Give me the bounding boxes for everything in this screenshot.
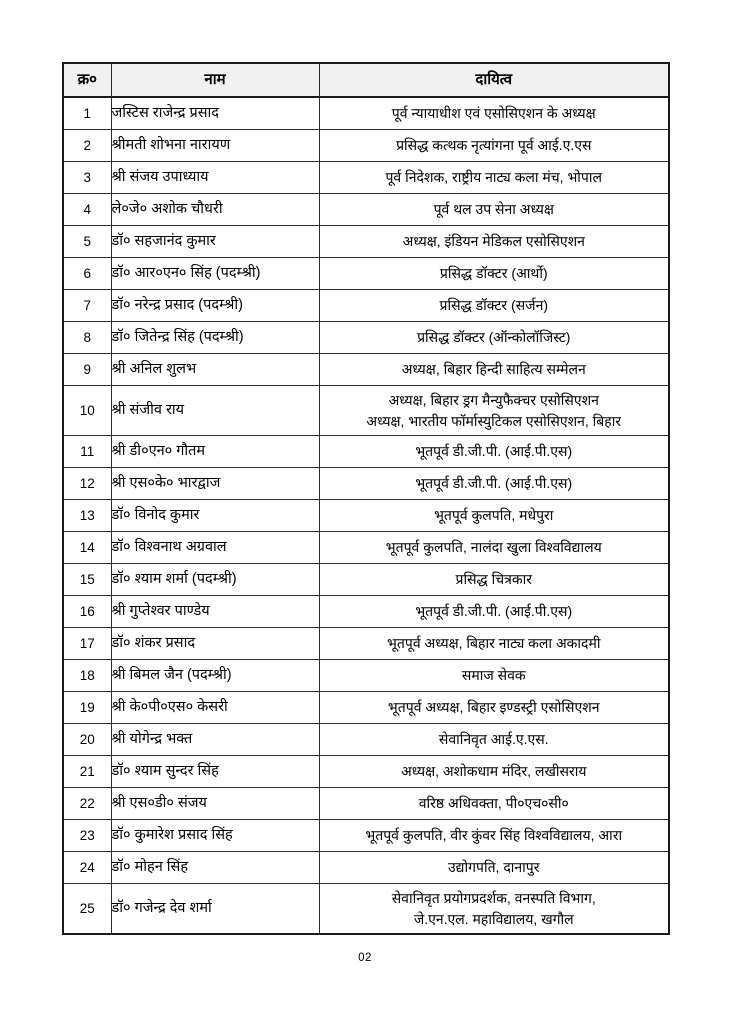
cell-duty [319, 628, 669, 660]
table-row [63, 756, 669, 788]
cell-duty-line: भूतपूर्व डी.जी.पी. (आई.पी.एस) [415, 475, 573, 492]
cell-duty-line: भूतपूर्व कुलपति, नालंदा खुला विश्वविद्यालय [385, 539, 602, 556]
cell-duty [319, 532, 669, 564]
cell-name: डॉ० श्याम सुन्दर सिंह [111, 756, 319, 788]
cell-name: श्री संजीव राय [111, 386, 319, 436]
cell-duty [319, 468, 669, 500]
table-row [63, 724, 669, 756]
cell-duty-line: प्रसिद्ध कत्थक नृत्यांगना पूर्व आई.ए.एस [396, 137, 592, 154]
cell-serial: 1 [63, 97, 111, 130]
table-header [63, 63, 669, 97]
cell-duty [319, 660, 669, 692]
cell-name: डॉ० गजेन्द्र देव शर्मा [111, 884, 319, 935]
table-row [63, 788, 669, 820]
cell-duty-line: पूर्व न्यायाधीश एवं एसोसिएशन के अध्यक्ष [391, 105, 596, 122]
cell-duty-line: उद्योगपति, दानापुर [448, 859, 540, 876]
cell-name: डॉ० विनोद कुमार [111, 500, 319, 532]
cell-duty [319, 564, 669, 596]
cell-name: डॉ० मोहन सिंह [111, 852, 319, 884]
cell-duty-line: सेवानिवृत प्रयोगप्रदर्शक, वनस्पति विभाग, [391, 890, 596, 907]
cell-name: डॉ० सहजानंद कुमार [111, 226, 319, 258]
cell-duty-line: प्रसिद्ध डॉक्टर (आर्थो) [439, 265, 548, 282]
table-row [63, 290, 669, 322]
cell-name: श्रीमती शोभना नारायण [111, 130, 319, 162]
cell-name: श्री के०पी०एस० केसरी [111, 692, 319, 724]
cell-serial: 20 [63, 724, 111, 756]
cell-name: डॉ० नरेन्द्र प्रसाद (पदम्श्री) [111, 290, 319, 322]
cell-serial: 13 [63, 500, 111, 532]
cell-name: श्री एस०डी० संजय [111, 788, 319, 820]
cell-duty-line: जे.एन.एल. महाविद्यालय, खगौल [413, 910, 574, 927]
cell-serial: 11 [63, 436, 111, 468]
cell-duty [319, 820, 669, 852]
table-row [63, 130, 669, 162]
cell-duty-line: सेवानिवृत आई.ए.एस. [438, 731, 549, 748]
cell-serial: 23 [63, 820, 111, 852]
cell-name: श्री बिमल जैन (पदम्श्री) [111, 660, 319, 692]
cell-duty [319, 852, 669, 884]
cell-duty-line: भूतपूर्व डी.जी.पी. (आई.पी.एस) [415, 603, 573, 620]
table-row [63, 194, 669, 226]
table-row [63, 500, 669, 532]
cell-duty-line: भूतपूर्व डी.जी.पी. (आई.पी.एस) [415, 443, 573, 460]
page-number: 02 [358, 952, 372, 964]
cell-duty-line: पूर्व थल उप सेना अध्यक्ष [433, 201, 554, 218]
table-row [63, 386, 669, 436]
cell-serial: 9 [63, 354, 111, 386]
cell-duty-line: प्रसिद्ध डॉक्टर (सर्जन) [439, 297, 548, 314]
table-header-row [63, 63, 669, 97]
table-row [63, 596, 669, 628]
table-row [63, 162, 669, 194]
cell-name: श्री अनिल शुलभ [111, 354, 319, 386]
cell-name: श्री डी०एन० गौतम [111, 436, 319, 468]
cell-duty [319, 322, 669, 354]
cell-duty [319, 596, 669, 628]
members-table [62, 62, 670, 935]
cell-serial: 5 [63, 226, 111, 258]
cell-serial: 18 [63, 660, 111, 692]
cell-duty [319, 226, 669, 258]
table-row [63, 97, 669, 130]
cell-serial: 22 [63, 788, 111, 820]
table-row [63, 322, 669, 354]
cell-serial: 21 [63, 756, 111, 788]
cell-duty [319, 354, 669, 386]
cell-duty-line: अध्यक्ष, बिहार हिन्दी साहित्य सम्मेलन [401, 361, 586, 378]
cell-duty [319, 724, 669, 756]
cell-duty-line: भूतपूर्व अध्यक्ष, बिहार इण्डस्ट्री एसोसिएशन [387, 699, 600, 716]
cell-duty-line: वरिष्ठ अधिवक्ता, पी०एच०सी० [418, 795, 569, 812]
cell-serial: 14 [63, 532, 111, 564]
cell-name: श्री एस०के० भारद्वाज [111, 468, 319, 500]
column-header-duty: दायित्व [319, 63, 669, 97]
cell-serial: 19 [63, 692, 111, 724]
cell-duty [319, 788, 669, 820]
cell-name: डॉ० शंकर प्रसाद [111, 628, 319, 660]
cell-duty-line: अध्यक्ष, बिहार ड्रग मैन्युफैक्चर एसोसिएशन [388, 392, 599, 409]
cell-serial: 10 [63, 386, 111, 436]
cell-duty-line: प्रसिद्ध डॉक्टर (ऑन्कोलॉजिस्ट) [417, 329, 571, 346]
cell-serial: 3 [63, 162, 111, 194]
cell-duty [319, 258, 669, 290]
cell-duty-line: प्रसिद्ध चित्रकार [455, 571, 532, 588]
table-row [63, 532, 669, 564]
cell-duty-line: भूतपूर्व अध्यक्ष, बिहार नाट्य कला अकादमी [387, 635, 601, 652]
cell-serial: 12 [63, 468, 111, 500]
cell-serial: 24 [63, 852, 111, 884]
table-row [63, 628, 669, 660]
cell-duty [319, 884, 669, 935]
cell-name: डॉ० जितेन्द्र सिंह (पदम्श्री) [111, 322, 319, 354]
cell-duty-line: समाज सेवक [461, 667, 526, 684]
cell-serial: 7 [63, 290, 111, 322]
cell-name: डॉ० विश्वनाथ अग्रवाल [111, 532, 319, 564]
cell-serial: 15 [63, 564, 111, 596]
cell-duty [319, 386, 669, 436]
cell-name: श्री योगेन्द्र भक्त [111, 724, 319, 756]
table-row [63, 884, 669, 935]
cell-duty-line: अध्यक्ष, अशोकधाम मंदिर, लखीसराय [401, 763, 587, 780]
cell-duty [319, 97, 669, 130]
cell-duty [319, 194, 669, 226]
cell-serial: 17 [63, 628, 111, 660]
cell-duty [319, 692, 669, 724]
column-header-name: नाम [111, 63, 319, 97]
cell-duty [319, 756, 669, 788]
table-row [63, 226, 669, 258]
table-row [63, 852, 669, 884]
cell-duty-line: भूतपूर्व कुलपति, मधेपुरा [434, 507, 554, 524]
cell-duty [319, 162, 669, 194]
cell-serial: 25 [63, 884, 111, 935]
cell-name: डॉ० आर०एन० सिंह (पदम्श्री) [111, 258, 319, 290]
cell-name: डॉ० श्याम शर्मा (पदम्श्री) [111, 564, 319, 596]
cell-duty-line: पूर्व निदेशक, राष्ट्रीय नाट्य कला मंच, भोपाल [385, 169, 602, 186]
table-row [63, 820, 669, 852]
cell-name: डॉ० कुमारेश प्रसाद सिंह [111, 820, 319, 852]
cell-serial: 4 [63, 194, 111, 226]
cell-name: श्री संजय उपाध्याय [111, 162, 319, 194]
table-row [63, 436, 669, 468]
cell-duty-line: अध्यक्ष, इंडियन मेडिकल एसोसिएशन [402, 233, 585, 250]
cell-serial: 8 [63, 322, 111, 354]
column-header-serial: क्र० [63, 63, 111, 97]
cell-serial: 16 [63, 596, 111, 628]
cell-duty [319, 500, 669, 532]
cell-duty-line: अध्यक्ष, भारतीय फॉर्मास्युटिकल एसोसिएशन, बिहार [366, 412, 622, 429]
cell-duty [319, 290, 669, 322]
table-row [63, 692, 669, 724]
cell-duty-line: भूतपूर्व कुलपति, वीर कुंवर सिंह विश्वविद्यालय, आरा [365, 827, 623, 844]
table-body [63, 97, 669, 934]
table-row [63, 468, 669, 500]
table-row [63, 258, 669, 290]
cell-duty [319, 130, 669, 162]
cell-serial: 2 [63, 130, 111, 162]
table-row [63, 660, 669, 692]
table-row [63, 354, 669, 386]
cell-name: श्री गुप्तेश्वर पाण्डेय [111, 596, 319, 628]
cell-serial: 6 [63, 258, 111, 290]
cell-name: जस्टिस राजेन्द्र प्रसाद [111, 97, 319, 130]
cell-duty [319, 436, 669, 468]
table-row [63, 564, 669, 596]
cell-name: ले०जे० अशोक चौधरी [111, 194, 319, 226]
